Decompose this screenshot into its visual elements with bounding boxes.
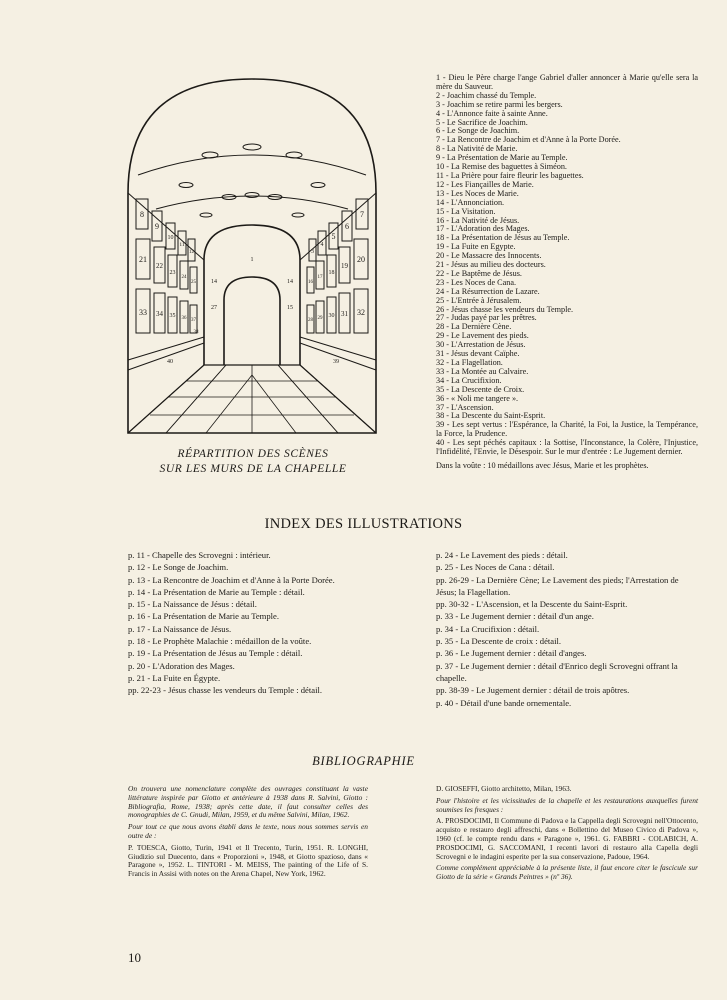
index-entry: p. 14 - La Présentation de Marie au Temple : détail.: [128, 586, 305, 597]
index-entry: pp. 38-39 - Le Jugement dernier : détail de trois apôtres.: [436, 685, 630, 696]
scene-list-item: 13 - Les Noces de Marie.: [436, 188, 519, 198]
panel-number: 22: [156, 262, 163, 270]
index-entry: p. 11 - Chapelle des Scrovegni : intérieur.: [128, 550, 271, 560]
panel-number: 38: [193, 330, 199, 335]
bibliography-paragraph: A. PROSDOCIMI, Il Commune di Padova e la Cappella degli Scrovegni nell'Ottocento, acquisto e restauro degli affreschi, dans « Bollettino del Museo Civico di Padova », 1960 (cf. le compte rendu dans « Paragone », 1961. G. FABBRI - COLABICH, A. PROSDOCIMI, G. SACCOMANI, I recenti lavori di restauro alla Capella degli Scrovegni e le indagini esperite per la sua conservazione, Padoue, 1964.: [436, 816, 698, 861]
index-entry: p. 20 - L'Adoration des Mages.: [128, 660, 235, 671]
index-title: INDEX DES ILLUSTRATIONS: [264, 516, 463, 532]
index-entry: p. 17 - La Naissance de Jésus.: [128, 623, 232, 634]
scene-list-item: 39 - Les sept vertus : l'Espérance, la Charité, la Foi, la Justice, la Tempérance, la Force, la Prudence.: [436, 420, 698, 439]
index-entry: pp. 26-29 - La Dernière Cène; Le Lavement des pieds; l'Arrestation de Jésus; la Flagellation.: [436, 574, 679, 597]
panel-number: 21: [139, 255, 147, 264]
scene-list-item: 34 - La Crucifixion.: [436, 375, 502, 385]
bibliography-paragraph: Comme complément appréciable à la présente liste, il faut encore citer le fascicule sur Giotto de la série « Grands Peintres » (nº 36).: [436, 863, 698, 882]
bibliography-paragraph: Pour l'histoire et les vicissitudes de la chapelle et les restaurations auxquelles furent soumises les fresques :: [436, 795, 698, 814]
index-entry: p. 13 - La Rencontre de Joachim et d'Anne à la Porte Dorée.: [128, 574, 335, 585]
scene-list-item: 33 - La Montée au Calvaire.: [436, 366, 529, 376]
index-entry: p. 37 - Le Jugement dernier : détail d'Enrico degli Scrovegni offrant la chapelle.: [436, 660, 678, 683]
panel-number: 32: [357, 308, 365, 317]
panel-number: 18: [328, 270, 335, 276]
scene-list-item: 2 - Joachim chassé du Temple.: [436, 90, 537, 100]
chapel-diagram: [126, 75, 378, 435]
panel-number: 23: [169, 270, 176, 276]
index-entry: p. 16 - La Présentation de Marie au Temple.: [128, 611, 280, 622]
scene-list-item: 23 - Les Noces de Cana.: [436, 277, 517, 287]
panel-number: 25: [191, 280, 196, 285]
index-entry: p. 33 - Le Jugement dernier : détail d'un ange.: [436, 611, 594, 622]
scene-list-item: 20 - Le Massacre des Innocents.: [436, 251, 542, 261]
index-entry: p. 40 - Détail d'une bande ornementale.: [436, 697, 572, 708]
panel-number: 12: [189, 250, 194, 255]
panel-number: 15: [287, 305, 293, 311]
panel-number: 9: [155, 222, 159, 231]
caption-line: SUR LES MURS DE LA CHAPELLE: [159, 463, 347, 475]
scene-list-item: 40 - Les sept péchés capitaux : la Sottise, l'Inconstance, la Colère, l'Injustice, l'Infidélité, l'Envie, le Désespoir. Sur le mur d'entrée : Le Jugement dernier.: [436, 438, 698, 457]
panel-number: 6: [345, 222, 349, 231]
panel-number: 31: [341, 310, 348, 318]
index-entry: pp. 30-32 - L'Ascension, et la Descente du Saint-Esprit.: [436, 599, 628, 610]
scene-list-item: 1 - Dieu le Père charge l'ange Gabriel d'aller annoncer à Marie qu'elle sera la mère du Sauveur.: [436, 73, 698, 91]
panel-number: 40: [167, 359, 173, 365]
index-entry: p. 12 - Le Songe de Joachim.: [128, 562, 229, 573]
scene-list-item: 28 - La Dernière Cène.: [436, 322, 512, 332]
scene-list: [436, 74, 698, 471]
scene-list-item: 29 - Le Lavement des pieds.: [436, 331, 529, 341]
scene-list-item: 5 - Le Sacrifice de Joachim.: [436, 117, 528, 127]
index-entry: p. 35 - La Descente de croix : détail.: [436, 636, 562, 647]
panel-number: 34: [156, 310, 163, 318]
bibliography-paragraph: On trouvera une nomenclature complète des ouvrages constituant la vaste littérature inspirée par Giotto et antérieure à 1938 dans R. Salvini, Giotto : Bibliografia, Rome, 1938; après cette date, il faut consulter celles des monographies de C. Gnudi, Milan, 1959, et du même Salvini, Milan, 1962.: [128, 784, 368, 820]
panel-number: 1: [250, 257, 254, 263]
bibliography-column-right: [436, 785, 698, 885]
bibliography-column-left: [128, 785, 368, 882]
scene-list-item: 17 - L'Adoration des Mages.: [436, 224, 530, 234]
index-column-left: [128, 549, 368, 697]
panel-number: 29: [317, 316, 323, 321]
scene-list-item: 30 - L'Arrestation de Jésus.: [436, 340, 526, 350]
scene-list-item: 8 - La Nativité de Marie.: [436, 144, 518, 154]
index-entry: p. 18 - Le Prophète Malachie : médaillon de la voûte.: [128, 636, 312, 647]
scene-list-item: 26 - Jésus chasse les vendeurs du Temple.: [436, 304, 574, 314]
scene-list-item: 32 - La Flagellation.: [436, 358, 503, 367]
scene-list-item: 18 - La Présentation de Jésus au Temple.: [436, 233, 570, 243]
scene-list-item: 15 - La Visitation.: [436, 206, 496, 216]
scene-list-item: 31 - Jésus devant Caïphe.: [436, 349, 520, 359]
panel-number: 20: [357, 255, 365, 264]
panel-number: 11: [179, 242, 185, 248]
scene-list-item: 16 - La Nativité de Jésus.: [436, 215, 520, 225]
panel-number: 24: [181, 275, 187, 280]
scene-list-item: 35 - La Descente de Croix.: [436, 384, 525, 394]
scene-list-item: 25 - L'Entrée à Jérusalem.: [436, 295, 522, 305]
panel-number: 36: [181, 316, 187, 321]
scene-list-item: 38 - La Descente du Saint-Esprit.: [436, 411, 546, 421]
scene-list-item: 7 - La Rencontre de Joachim et d'Anne à la Porte Dorée.: [436, 135, 621, 145]
panel-number: 14: [211, 279, 217, 285]
scene-list-item: 24 - La Résurrection de Lazare.: [436, 286, 540, 296]
scene-list-item: 3 - Joachim se retire parmi les bergers.: [436, 99, 563, 109]
scene-list-item: 27 - Judas payé par les prêtres.: [436, 313, 537, 323]
scene-list-item: 36 - « Noli me tangere ».: [436, 393, 519, 403]
panel-number: 3: [311, 249, 314, 255]
index-entry: p. 34 - La Crucifixion : détail.: [436, 623, 540, 634]
panel-number: 28: [308, 318, 313, 323]
panel-number: 7: [360, 210, 364, 219]
scene-list-item: 9 - La Présentation de Marie au Temple.: [436, 153, 568, 163]
caption-line: RÉPARTITION DES SCÈNES: [177, 448, 329, 460]
scene-list-item: 6 - Le Songe de Joachim.: [436, 126, 520, 136]
scene-list-item: 37 - L'Ascension.: [436, 402, 494, 412]
scene-list-item: 22 - Le Baptême de Jésus.: [436, 268, 522, 278]
scene-list-item: 21 - Jésus au milieu des docteurs.: [436, 260, 546, 270]
panel-number: 35: [169, 313, 176, 319]
panel-number: 5: [331, 232, 336, 241]
index-entry: p. 15 - La Naissance de Jésus : détail.: [128, 599, 257, 610]
panel-number: 19: [341, 262, 348, 270]
panel-number: 30: [328, 313, 335, 319]
diagram-caption: [122, 447, 384, 477]
scene-list-item: 10 - La Remise des baguettes à Siméon.: [436, 162, 567, 172]
index-column-right: [436, 549, 698, 709]
panel-number: 10: [167, 235, 174, 241]
index-entry: p. 36 - Le Jugement dernier : détail d'anges.: [436, 648, 587, 659]
panel-number: 27: [211, 305, 217, 311]
scene-note: Dans la voûte : 10 médaillons avec Jésus, Marie et les prophètes.: [436, 460, 649, 470]
panel-number: 14: [287, 279, 293, 285]
panel-number: 17: [317, 275, 323, 280]
scene-list-item: 4 - L'Annonce faite à sainte Anne.: [436, 108, 548, 118]
page-number: 10: [128, 950, 141, 965]
index-entry: pp. 22-23 - Jésus chasse les vendeurs du Temple : détail.: [128, 685, 322, 696]
panel-number: 16: [308, 280, 313, 285]
scene-list-item: 19 - La Fuite en Egypte.: [436, 242, 516, 252]
panel-number: 4: [320, 242, 324, 248]
index-entry: p. 19 - La Présentation de Jésus au Temple : détail.: [128, 648, 303, 659]
panel-number: 39: [333, 359, 339, 365]
scene-list-item: 12 - Les Fiançailles de Marie.: [436, 179, 534, 189]
panel-number: 33: [139, 308, 147, 317]
bibliography-title: BIBLIOGRAPHIE: [312, 754, 415, 768]
bibliography-paragraph: D. GIOSEFFI, Giotto architetto, Milan, 1963.: [436, 784, 572, 793]
panel-number: 8: [140, 210, 144, 219]
scene-list-item: 14 - L'Annonciation.: [436, 197, 505, 207]
index-entry: p. 24 - Le Lavement des pieds : détail.: [436, 550, 568, 560]
panel-number: 37: [191, 318, 196, 323]
index-entry: p. 25 - Les Noces de Cana : détail.: [436, 562, 555, 573]
scene-list-item: 11 - La Prière pour faire fleurir les baguettes.: [436, 170, 584, 180]
bibliography-paragraph: Pour tout ce que nous avons établi dans le texte, nous nous sommes servis en outre de :: [128, 822, 368, 840]
bibliography-paragraph: P. TOESCA, Giotto, Turin, 1941 et Il Trecento, Turin, 1951. R. LONGHI, Giudizio sul Duecento, dans « Proporzioni », 1948, et Giotto spazioso, dans « Paragone », 1952. L. TINTORI - M. MEISS, The painting of the Life of S. Francis in Assisi with notes on the Arena Chapel, New York, 1962.: [128, 842, 368, 879]
index-entry: p. 21 - La Fuite en Égypte.: [128, 672, 221, 683]
